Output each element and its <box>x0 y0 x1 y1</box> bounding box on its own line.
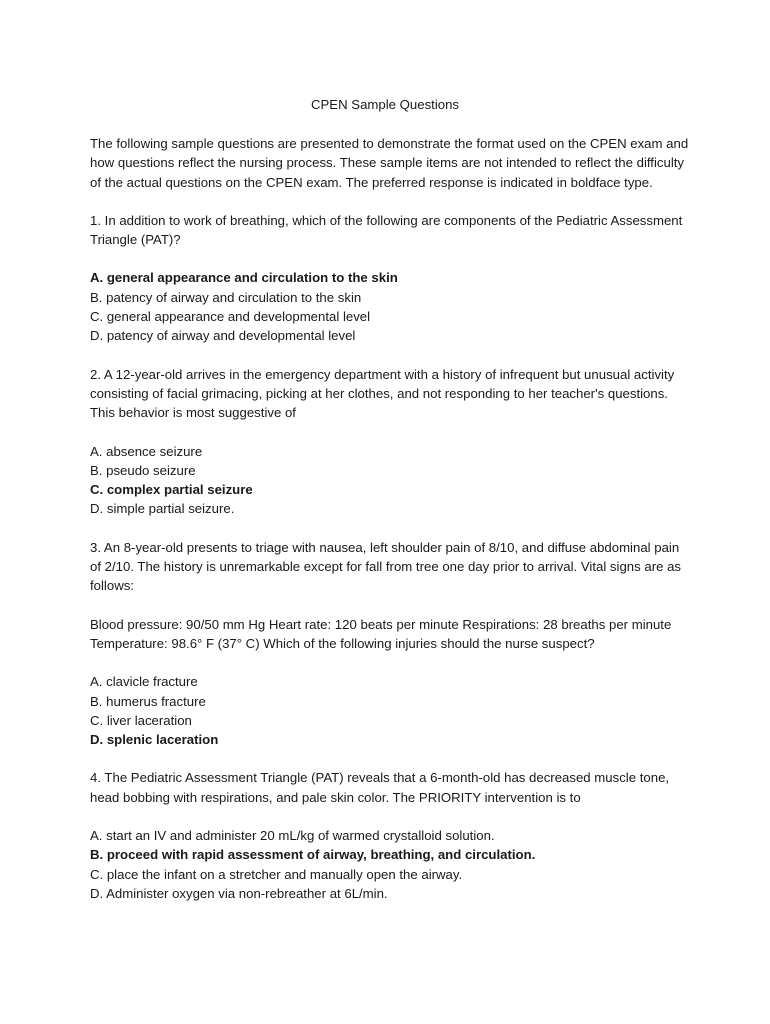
answer-option: D. patency of airway and developmental level <box>90 328 356 344</box>
intro-paragraph: The following sample questions are presented to demonstrate the format used on the CPEN exam and how questions reflect the nursing process. These sample items are not intended to reflect the difficulty of the actual questions on the CPEN exam. The preferred response is indicated in boldface type. <box>90 136 689 190</box>
question-2 <box>90 365 690 519</box>
page-title: CPEN Sample Questions <box>310 97 460 112</box>
answer-option: A. start an IV and administer 20 mL/kg of warmed crystalloid solution. <box>90 828 495 844</box>
question-vitals: Blood pressure: 90/50 mm Hg Heart rate: 120 beats per minute Respirations: 28 breaths per minute Temperature: 98.6° F (37° C) Which of the following injuries should the nurse suspect? <box>90 616 672 651</box>
answer-option: C. place the infant on a stretcher and manually open the airway. <box>90 866 463 882</box>
answer-option: C. general appearance and developmental level <box>90 309 371 325</box>
answer-option-correct: D. splenic laceration <box>90 732 219 748</box>
question-stem: 2. A 12-year-old arrives in the emergency department with a history of infrequent but unusual activity consisting of facial grimacing, picking at her clothes, and not responding to her teacher's questions. This behavior is most suggestive of <box>90 366 675 421</box>
question-stem: 3. An 8-year-old presents to triage with nausea, left shoulder pain of 8/10, and diffuse abdominal pain of 2/10. The history is unremarkable except for fall from tree one day prior to arrival. Vital signs are as follows: <box>90 539 682 594</box>
answer-option-correct: A. general appearance and circulation to the skin <box>90 270 398 286</box>
answer-option: A. clavicle fracture <box>90 674 198 690</box>
question-3 <box>90 538 690 750</box>
answer-option-correct: B. proceed with rapid assessment of airway, breathing, and circulation. <box>90 847 536 863</box>
question-1 <box>90 211 690 346</box>
answer-option: D. Administer oxygen via non-rebreather at 6L/min. <box>90 885 388 901</box>
document-body <box>90 134 690 922</box>
answer-option: B. pseudo seizure <box>90 462 196 478</box>
answer-option: D. simple partial seizure. <box>90 501 235 517</box>
question-stem: 1. In addition to work of breathing, which of the following are components of the Pediatric Assessment Triangle (PAT)? <box>90 212 683 248</box>
answer-option: A. absence seizure <box>90 443 203 459</box>
question-4 <box>90 768 690 903</box>
question-stem: 4. The Pediatric Assessment Triangle (PAT) reveals that a 6-month-old has decreased muscle tone, head bobbing with respirations, and pale skin color. The PRIORITY intervention is to <box>90 770 670 805</box>
answer-option: B. humerus fracture <box>90 693 206 709</box>
answer-option-correct: C. complex partial seizure <box>90 482 253 498</box>
answer-option: C. liver laceration <box>90 712 192 728</box>
answer-option: B. patency of airway and circulation to the skin <box>90 289 362 305</box>
